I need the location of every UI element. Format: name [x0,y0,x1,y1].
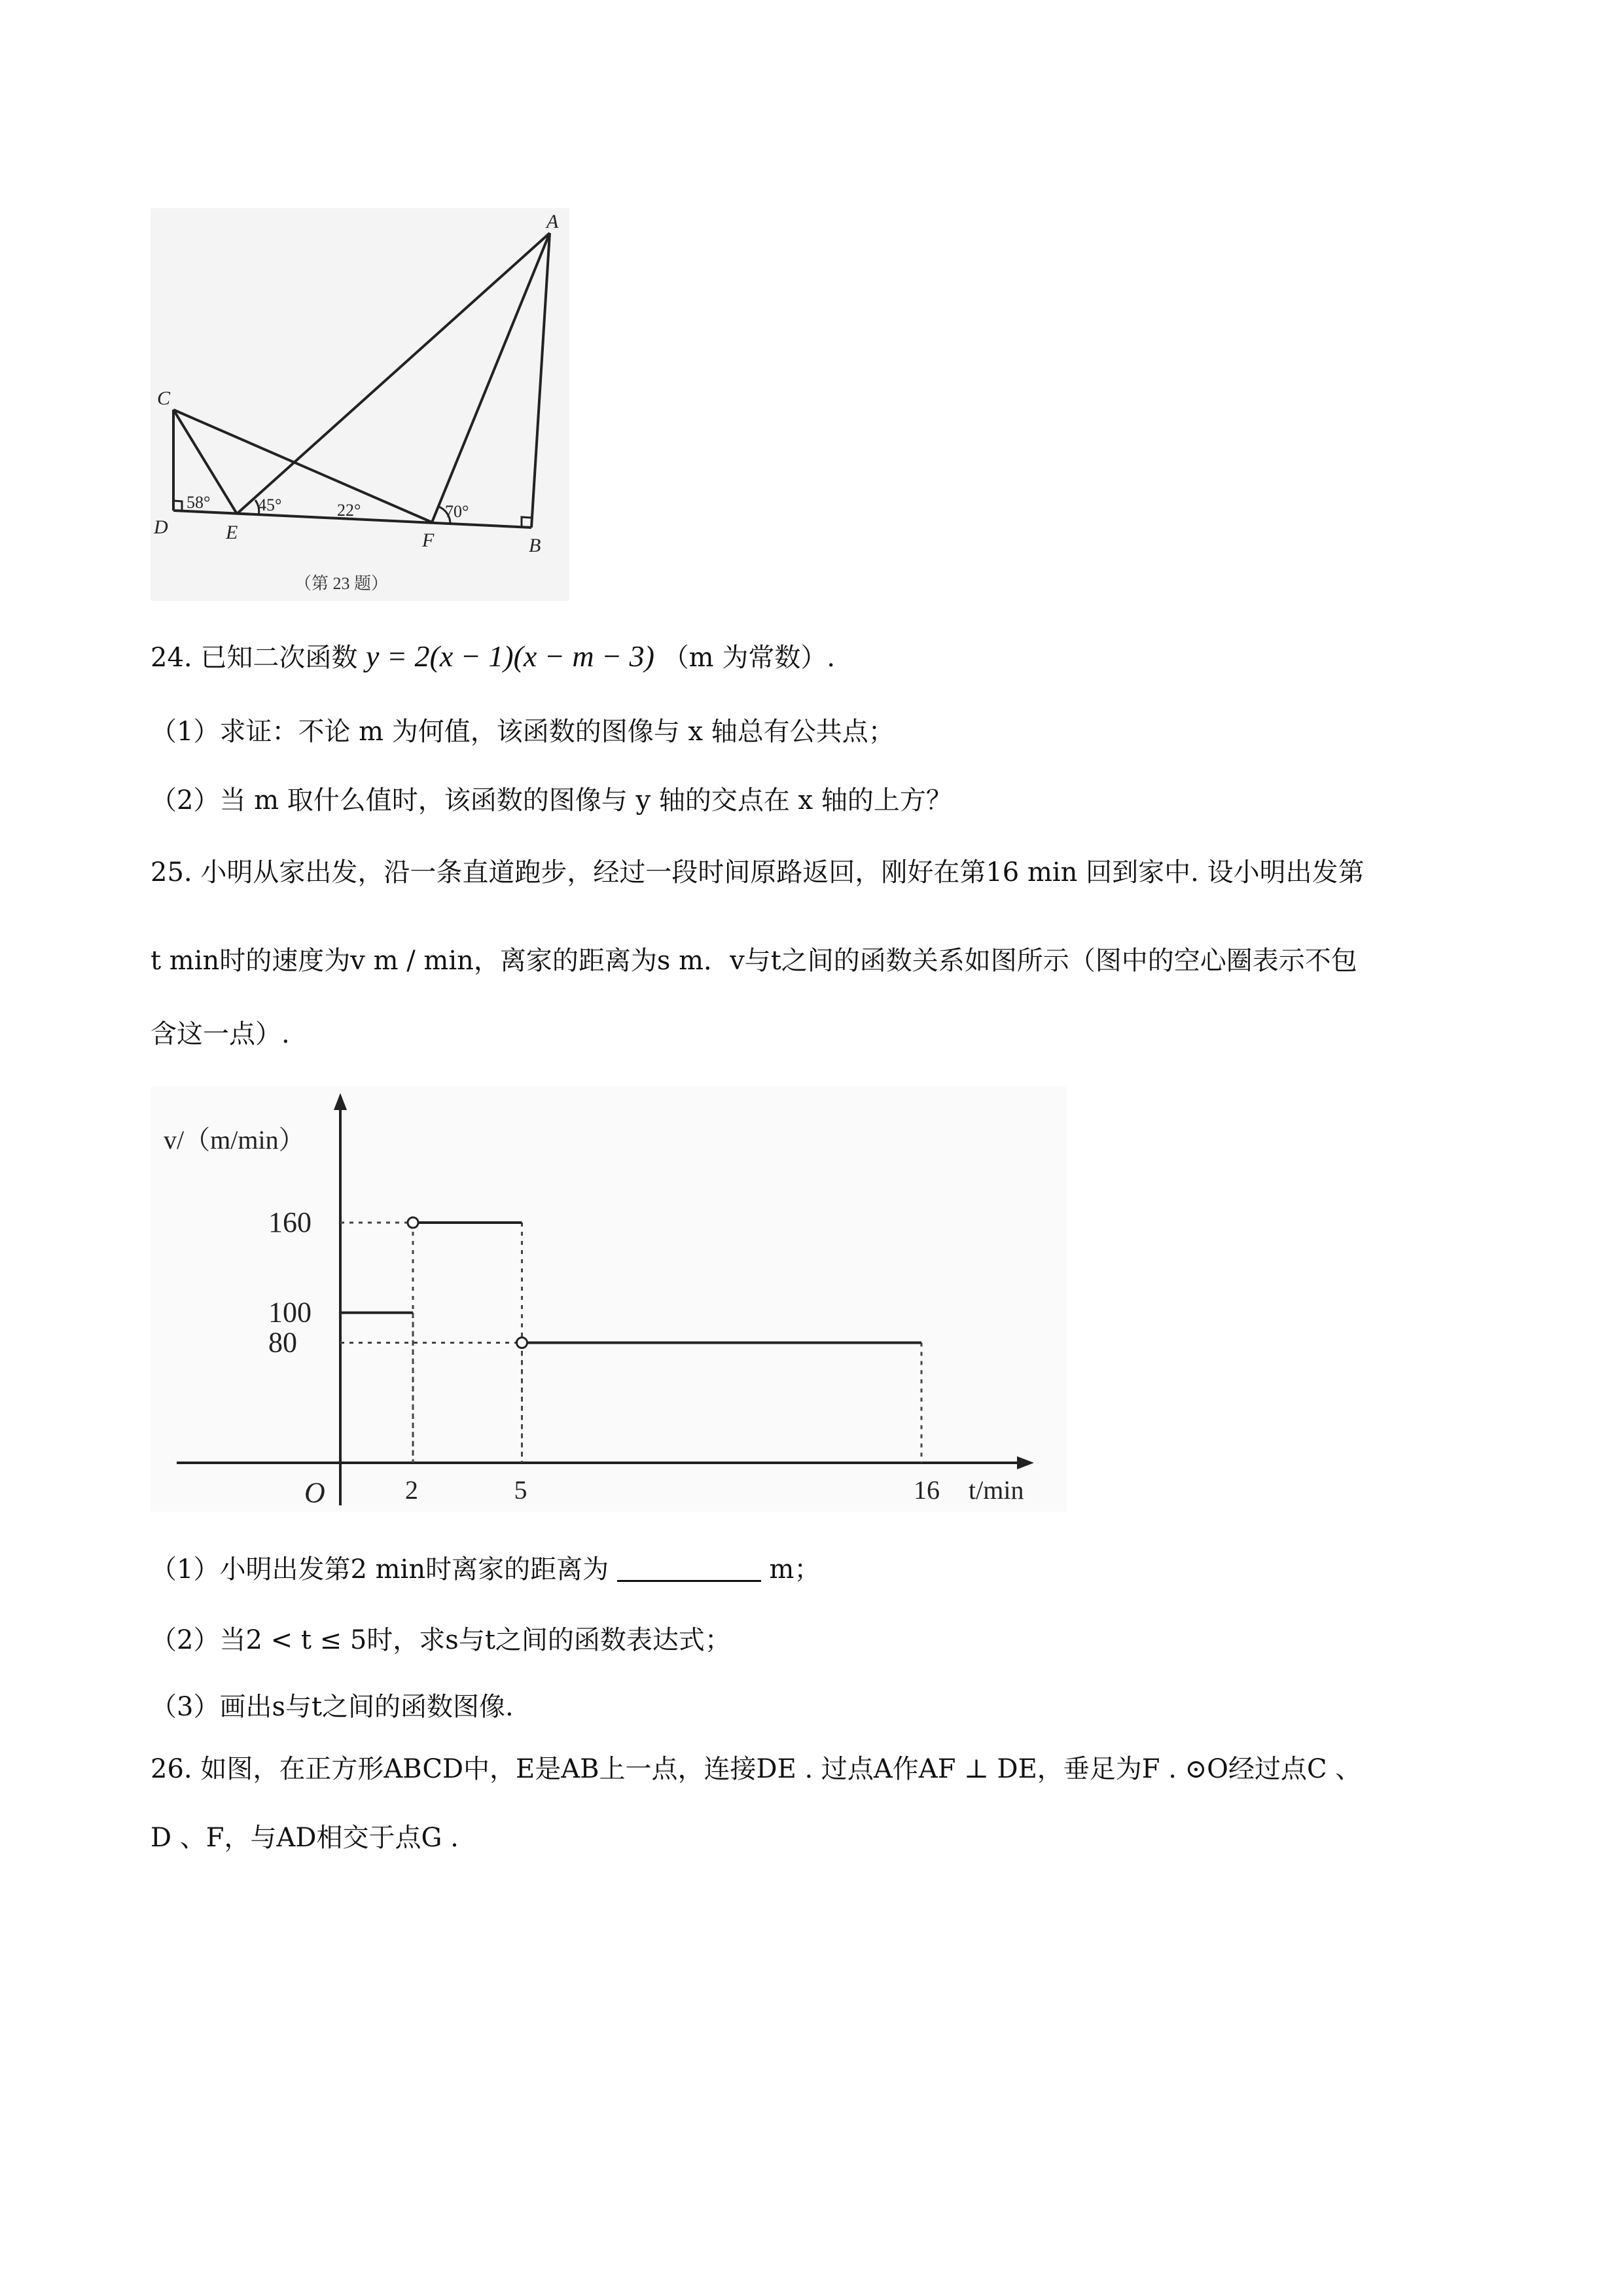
q25-part1-post: m； [769,1554,821,1585]
y-tick-label-160: 160 [268,1206,312,1238]
q24-stem [151,638,835,676]
q25-line2: t min时的速度为v m / min，离家的距离为s m．v与t之间的函数关系如图所示（图中的空心圈表示不包 [151,946,1357,976]
label-a: A [546,211,559,232]
q25-part1 [151,1551,820,1588]
angle-d-label: 58° [187,493,211,512]
y-axis-label: v/（m/min） [164,1125,305,1155]
velocity-time-chart [151,1086,1067,1512]
q24-stem-post: （m 为常数）. [662,643,836,673]
open-point-2 [517,1338,527,1348]
x-axis-label: t/min [969,1475,1024,1505]
figure-23 [151,208,569,601]
y-tick-label-80: 80 [268,1326,297,1359]
answer-blank[interactable] [617,1551,761,1582]
origin-label: O [304,1477,325,1509]
label-d: D [154,516,168,538]
q26-line2: D 、F，与AD相交于点G . [151,1823,459,1853]
q25-line1: 25. 小明从家出发，沿一条直道跑步，经过一段时间原路返回，刚好在第16 min 回到家中. 设小明出发第 [151,857,1364,888]
q25-part2: （2）当2 < t ≤ 5时，求s与t之间的函数表达式； [151,1625,731,1655]
q24-stem-pre: 24. 已知二次函数 [151,643,358,673]
q25-line3: 含这一点）. [151,1019,290,1049]
x-tick-label-5: 5 [514,1475,527,1505]
q25-part3: （3）画出s与t之间的函数图像. [151,1692,514,1722]
open-point-1 [408,1217,418,1228]
q25-part1-pre: （1）小明出发第2 min时离家的距离为 [151,1554,609,1585]
x-tick-label-16: 16 [914,1475,940,1505]
label-e: E [226,522,238,543]
q24-part1: （1）求证：不论 m 为何值，该函数的图像与 x 轴总有公共点； [151,717,895,747]
angle-f-right-label: 70° [445,502,469,521]
angle-f-left-label: 22° [337,501,361,520]
q24-formula: y = 2(x − 1)(x − m − 3) [366,639,654,673]
angle-e-label: 45° [258,495,282,514]
q24-part2: （2）当 m 取什么值时，该函数的图像与 y 轴的交点在 x 轴的上方？ [151,785,952,816]
x-tick-label-2: 2 [405,1475,418,1505]
label-f: F [422,529,435,551]
q26-line1: 26. 如图，在正方形ABCD中，E是AB上一点，连接DE . 过点A作AF ⊥ DE，垂足为F . ⊙O经过点C 、 [151,1754,1362,1784]
label-b: B [529,535,541,556]
figure-23-caption: （第 23 题） [294,574,389,593]
y-tick-label-100: 100 [268,1296,312,1329]
label-c: C [157,387,171,409]
